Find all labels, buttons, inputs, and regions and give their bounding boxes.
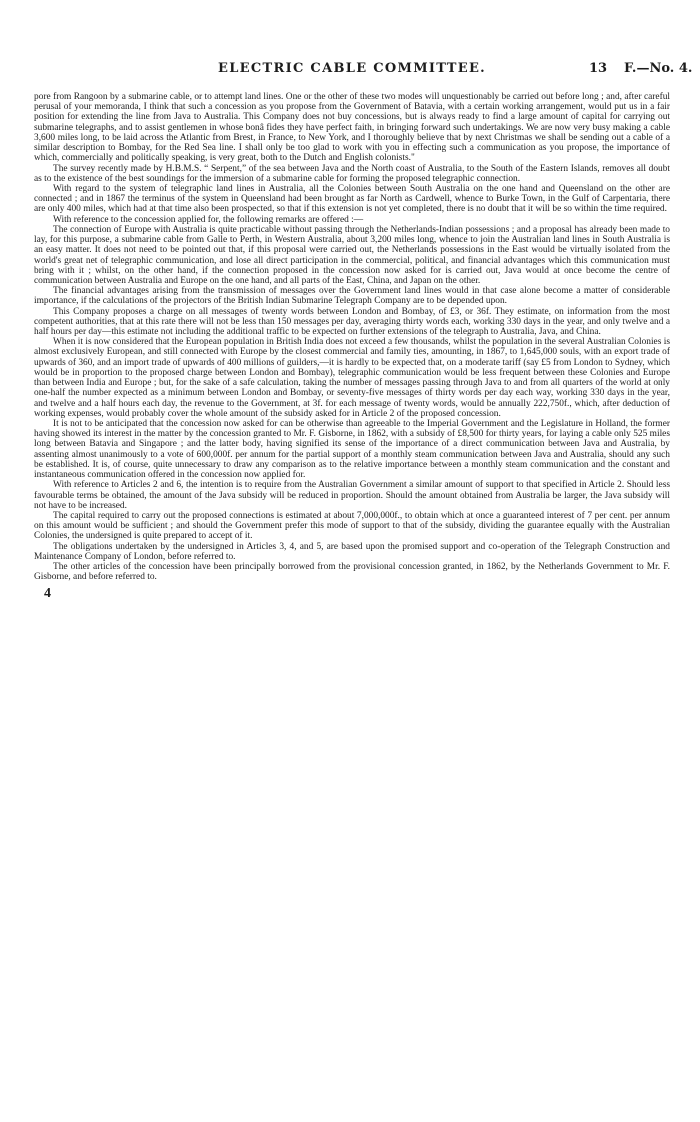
paragraph-9: It is not to be anticipated that the concession now asked for can be otherwise than agreeable to the Imperial Government and the Legislature in Holland, the former having showed its interest in the matter by the concession granted to Mr. F. Gisborne, in 1862, with a subsidy of £8,500 for thirty years, for laying a cable only 525 miles long between Batavia and Singapore ; and the latter body, having signified its sense of the importance of a direct communication between Java and Australia, by assenting almost unanimously to a vote of 600,000f. per annum for the partial support of a monthly steam communication between Java and Australia, should any such be established. It is, of course, quite unnecessary to draw any comparison as to the relative importance between a monthly steam communication and the constant and instantaneous communication offered in the concession now applied for.: [34, 419, 670, 481]
paragraph-11: The capital required to carry out the proposed connections is estimated at about 7,000,000f., to obtain which at once a guaranteed interest of 7 per cent. per annum on this amount would be sufficient ; and should the Government prefer this mode of support to that of the subsidy, dividing the guarantee equally with the Australian Colonies, the undersigned is quite prepared to accept of it.: [34, 510, 670, 542]
signature-mark: 4: [44, 585, 51, 601]
paragraph-3: With regard to the system of telegraphic land lines in Australia, all the Colonies between South Australia on the one hand and Queensland on the other are connected ; and in 1867 the terminus of the system in Queensland had been brought as far North as Cardwell, whence to Burke Town, in the Gulf of Carpentaria, there are only 400 miles, which had at that time also been prospected, so that if this extension is not yet completed, there is no doubt that it will be so within the time required.: [34, 183, 670, 215]
paper-reference: F.—No. 4.: [624, 61, 693, 76]
running-header: [34, 61, 693, 77]
paragraph-12: The obligations undertaken by the undersigned in Articles 3, 4, and 5, are based upon the promised support and co-operation of the Telegraph Construction and Maintenance Company of London, before referred to.: [34, 541, 670, 562]
body-text: [34, 92, 670, 1107]
paragraph-1: pore from Rangoon by a submarine cable, or to attempt land lines. One or the other of these two modes will unquestionably be carried out before long ; and, after careful perusal of your memoranda, I think that such a concession as you propose from the Government of Batavia, with a certain working arrangement, would put us in a fair position for extending the line from Java to Australia. This Company does not buy concessions, but is always ready to find a large amount of capital for carrying out submarine telegraphs, and to assist gentlemen in whose bonâ fides they have perfect faith, in bringing forward such undertakings. We are now very busy making a cable 3,600 miles long, to be laid across the Atlantic from Brest, in France, to New York, and I thoroughly believe that by next Christmas we shall be sending out a cable of a similar description to Bombay, for the Red Sea line. I shall only be too glad to work with you in effecting such a communication as you propose, the importance of which, commercially and politically speaking, is very great, both to the Dutch and English colonists.": [34, 92, 670, 164]
paragraph-10: With reference to Articles 2 and 6, the intention is to require from the Australian Government a similar amount of support to that specified in Article 2. Should less favourable terms be obtained, the amount of the Java subsidy will be reduced in proportion. Should the amount obtained from Australia be larger, the Java subsidy will not have to be increased.: [34, 480, 670, 511]
paragraph-5: The connection of Europe with Australia is quite practicable without passing through the Netherlands-Indian possessions ; and a proposal has already been made to lay, for this purpose, a submarine cable from Galle to Perth, in Western Australia, about 3,200 miles long, whence to join the Australian land lines in South Australia is an easy matter. It does not need to be pointed out that, if this proposal were carried out, the Netherlands possessions in the East would be virtually isolated from the world's great net of telegraphic communication, and lose all direct participation in the commercial, political, and financial advantages which this communication must bring with it ; whilst, on the other hand, if the connection proposed in the concession now asked for is carried out, Java would at once become the centre of communication between Australia and Europe on the one hand, and all parts of the East, China, and Japan on the other.: [34, 224, 670, 286]
paragraph-13: The other articles of the concession have been principally borrowed from the provisional concession granted, in 1862, by the Netherlands Government to Mr. F. Gisborne, and before referred to.: [34, 562, 670, 583]
paragraph-4: With reference to the concession applied for, the following remarks are offered :—: [53, 214, 364, 225]
header-title: ELECTRIC CABLE COMMITTEE.: [218, 61, 486, 76]
paragraph-6: The financial advantages arising from the transmission of messages over the Government land lines would in that case alone become a matter of considerable importance, if the calculations of the projectors of the British Indian Submarine Telegraph Company are to be depended upon.: [34, 286, 670, 307]
paragraph-8: When it is now considered that the European population in British India does not exceed a few thousands, whilst the population in the several Australian Colonies is almost exclusively European, and still connected with Europe by the closest commercial and family ties, amounting, in 1867, to 1,645,000 souls, with an export trade of upwards of 360, and an import trade of upwards of 400 millions of guilders,—it is hardly to be expected that, on a moderate tariff (say £5 from London to Sydney, which would be in proportion to the proposed charge between London and Bombay), telegraphic communication would be less frequent between these Colonies and Europe than between India and Europe ; but, for the sake of a safe calculation, taking the number of messages passing through Java to and from all quarters of the world at only one-half the number expected as a minimum between London and Bombay, or seventy-five messages of thirty words per day each way, working 330 days in the year, and twelve and a half hours each day, the revenue to the Government, at 3f. for each message of twenty words, would be annually 222,750f., which, after deduction of working expenses, would probably cover the whole amount of the subsidy asked for in Article 2 of the proposed concession.: [34, 337, 670, 419]
paragraph-2: The survey recently made by H.B.M.S. “ Serpent,” of the sea between Java and the North coast of Australia, to the South of the Eastern Islands, removes all doubt as to the existence of the best soundings for the immersion of a submarine cable for forming the proposed telegraphic connection.: [34, 163, 670, 184]
paragraph-7: This Company proposes a charge on all messages of twenty words between London and Bombay, of £3, or 36f. They estimate, on information from the most competent authorities, that at this rate there will not be less than 150 messages per day, averaging thirty words each, working 330 days in the year, and only twelve and a half hours per day—this estimate not including the additional traffic to be expected on further extensions of the telegraph to Australia, Java, and China.: [34, 306, 670, 338]
page-number: 13: [589, 61, 608, 76]
